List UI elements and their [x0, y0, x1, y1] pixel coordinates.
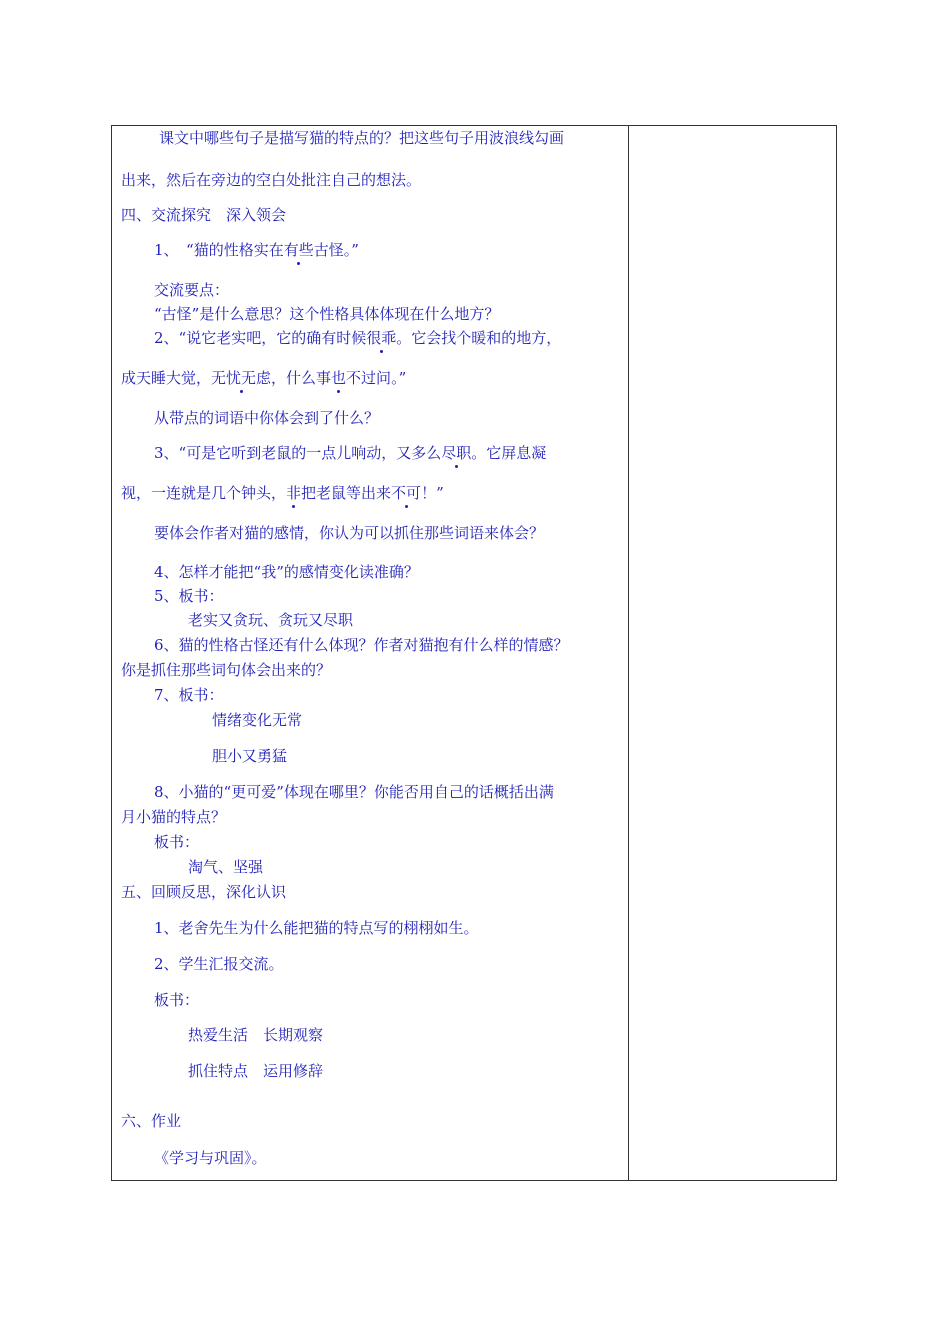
dotted-emphasis: 非 [286, 484, 302, 502]
text-line: 2、学生汇报交流。 [154, 955, 284, 973]
text-segment: 3、“可是它听到老鼠的一点儿响动，又多么 [154, 444, 442, 462]
dotted-emphasis: 实在有些古怪 [253, 241, 344, 259]
section-heading: 四、交流探究 深入领会 [121, 206, 287, 224]
board-note: 胆小又勇猛 [212, 747, 288, 765]
text-segment: ！” [421, 484, 444, 502]
quote-line [154, 329, 561, 347]
text-line: 交流要点： [154, 281, 230, 299]
board-note: 热爱生活 长期观察 [188, 1026, 324, 1044]
dotted-emphasis: 很乖 [366, 329, 397, 347]
text-segment: 1、 “猫的性格 [154, 241, 254, 259]
text-line: 1、老舍先生为什么能把猫的特点写的栩栩如生。 [154, 919, 479, 937]
section-heading: 五、回顾反思，深化认识 [121, 883, 287, 901]
text-line: 课文中哪些句子是描写猫的特点的？把这些句子用波浪线勾画 [159, 129, 565, 147]
text-line: 月小猫的特点？ [121, 808, 227, 826]
text-segment: 。它会找个暖和的地方， [396, 329, 562, 347]
text-segment: 。它屏息凝 [471, 444, 547, 462]
text-line: 出来，然后在旁边的空白处批注自己的想法。 [121, 171, 422, 189]
dotted-emphasis: 不可 [391, 484, 422, 502]
text-line: 6、猫的性格古怪还有什么体现？作者对猫抱有什么样的情感？ [154, 636, 569, 654]
text-segment: 成天睡大觉， [121, 369, 212, 387]
text-segment: 把老鼠等出来 [301, 484, 392, 502]
table-column-divider [628, 125, 629, 1181]
text-line: 7、板书： [154, 686, 224, 704]
quote-line [121, 484, 444, 502]
board-note: 抓住特点 运用修辞 [188, 1062, 324, 1080]
text-line: 你是抓住那些词句体会出来的？ [121, 661, 332, 679]
text-line: 要体会作者对猫的感情，你认为可以抓住那些词语来体会？ [154, 524, 545, 542]
section-heading: 六、作业 [121, 1112, 182, 1130]
text-segment: 。” [391, 369, 407, 387]
text-line: 板书： [154, 833, 200, 851]
board-note: 淘气、坚强 [188, 858, 264, 876]
text-line: “古怪”是什么意思？这个性格具体体现在什么地方？ [154, 305, 500, 323]
text-line: 5、板书： [154, 587, 224, 605]
text-line: 《学习与巩固》。 [154, 1149, 267, 1167]
dotted-emphasis: 什么事也不过问 [286, 369, 392, 387]
quote-line [121, 369, 406, 387]
text-segment: 2、“说它老实吧，它的确有时候 [154, 329, 367, 347]
board-note: 老实又贪玩、贪玩又尽职 [188, 611, 354, 629]
dotted-emphasis: 无忧无虑 [211, 369, 272, 387]
board-note: 情绪变化无常 [212, 711, 303, 729]
text-line: 板书： [154, 991, 200, 1009]
quote-line [154, 241, 359, 259]
text-line: 4、怎样才能把“我”的感情变化读准确？ [154, 563, 419, 581]
text-line: 8、小猫的“更可爱”体现在哪里？你能否用自己的话概括出满 [154, 783, 554, 801]
text-segment: 。” [343, 241, 359, 259]
text-line: 从带点的词语中你体会到了什么？ [154, 409, 380, 427]
dotted-emphasis: 尽职 [441, 444, 472, 462]
text-segment: 视，一连就是几个钟头， [121, 484, 287, 502]
quote-line [154, 444, 546, 462]
text-segment: ， [271, 369, 287, 387]
